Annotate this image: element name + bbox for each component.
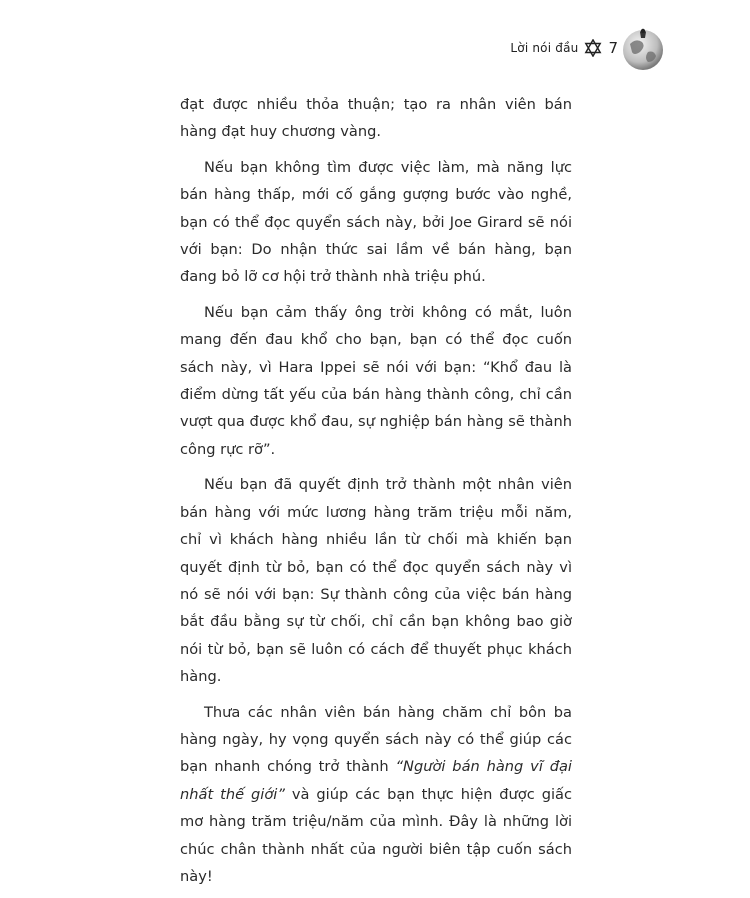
- star-of-david-icon: [584, 39, 602, 57]
- globe-icon: [620, 26, 666, 72]
- book-title-quote: “Người bán hàng vĩ đại nhất thế giới”: [180, 758, 572, 803]
- running-header: [510, 28, 618, 68]
- page-number: 7: [608, 39, 618, 57]
- chapter-title: Lời nói đầu: [510, 41, 579, 55]
- paragraph-1: đạt được nhiều thỏa thuận; tạo ra nhân viên bán hàng đạt huy chương vàng.: [180, 96, 572, 141]
- paragraph-2: Nếu bạn không tìm được việc làm, mà năng lực bán hàng thấp, mới cố gắng gượng bước vào nghề, bạn có thể đọc quyển sách này, bởi Joe Girard sẽ nói với bạn: Do nhận thức sai lầm về bán hàng, bạn đang bỏ lỡ cơ hội trở thành nhà triệu phú.: [180, 158, 572, 286]
- paragraph-3: Nếu bạn cảm thấy ông trời không có mắt, luôn mang đến đau khổ cho bạn, bạn có thể đọc cuốn sách này, vì Hara Ippei sẽ nói với bạn: “Khổ đau là điểm dừng tất yếu của bán hàng thành công, chỉ cần vượt qua được khổ đau, sự nghiệp bán hàng sẽ thành công rực rỡ”.: [180, 303, 572, 458]
- paragraph-5: [180, 699, 572, 891]
- paragraph-5-lead: Thưa các nhân viên bán hàng chăm chỉ bôn ba hàng ngày, hy vọng quyển sách này có thể giúp các bạn nhanh chóng trở thành: [180, 703, 572, 776]
- paragraph-5-tail: và giúp các bạn thực hiện được giấc mơ hàng trăm triệu/năm của mình. Đây là những lời chúc chân thành nhất của người biên tập cuốn sách này!: [180, 785, 572, 885]
- body-text: [180, 91, 572, 898]
- paragraph-4: Nếu bạn đã quyết định trở thành một nhân viên bán hàng với mức lương hàng trăm triệu mỗi năm, chỉ vì khách hàng nhiều lần từ chối mà khiến bạn quyết định từ bỏ, bạn có thể đọc quyển sách này vì nó sẽ nói với bạn: Sự thành công của việc bán hàng bắt đầu bằng sự từ chối, chỉ cần bạn không bao giờ nói từ bỏ, bạn sẽ luôn có cách để thuyết phục khách hàng.: [180, 476, 572, 686]
